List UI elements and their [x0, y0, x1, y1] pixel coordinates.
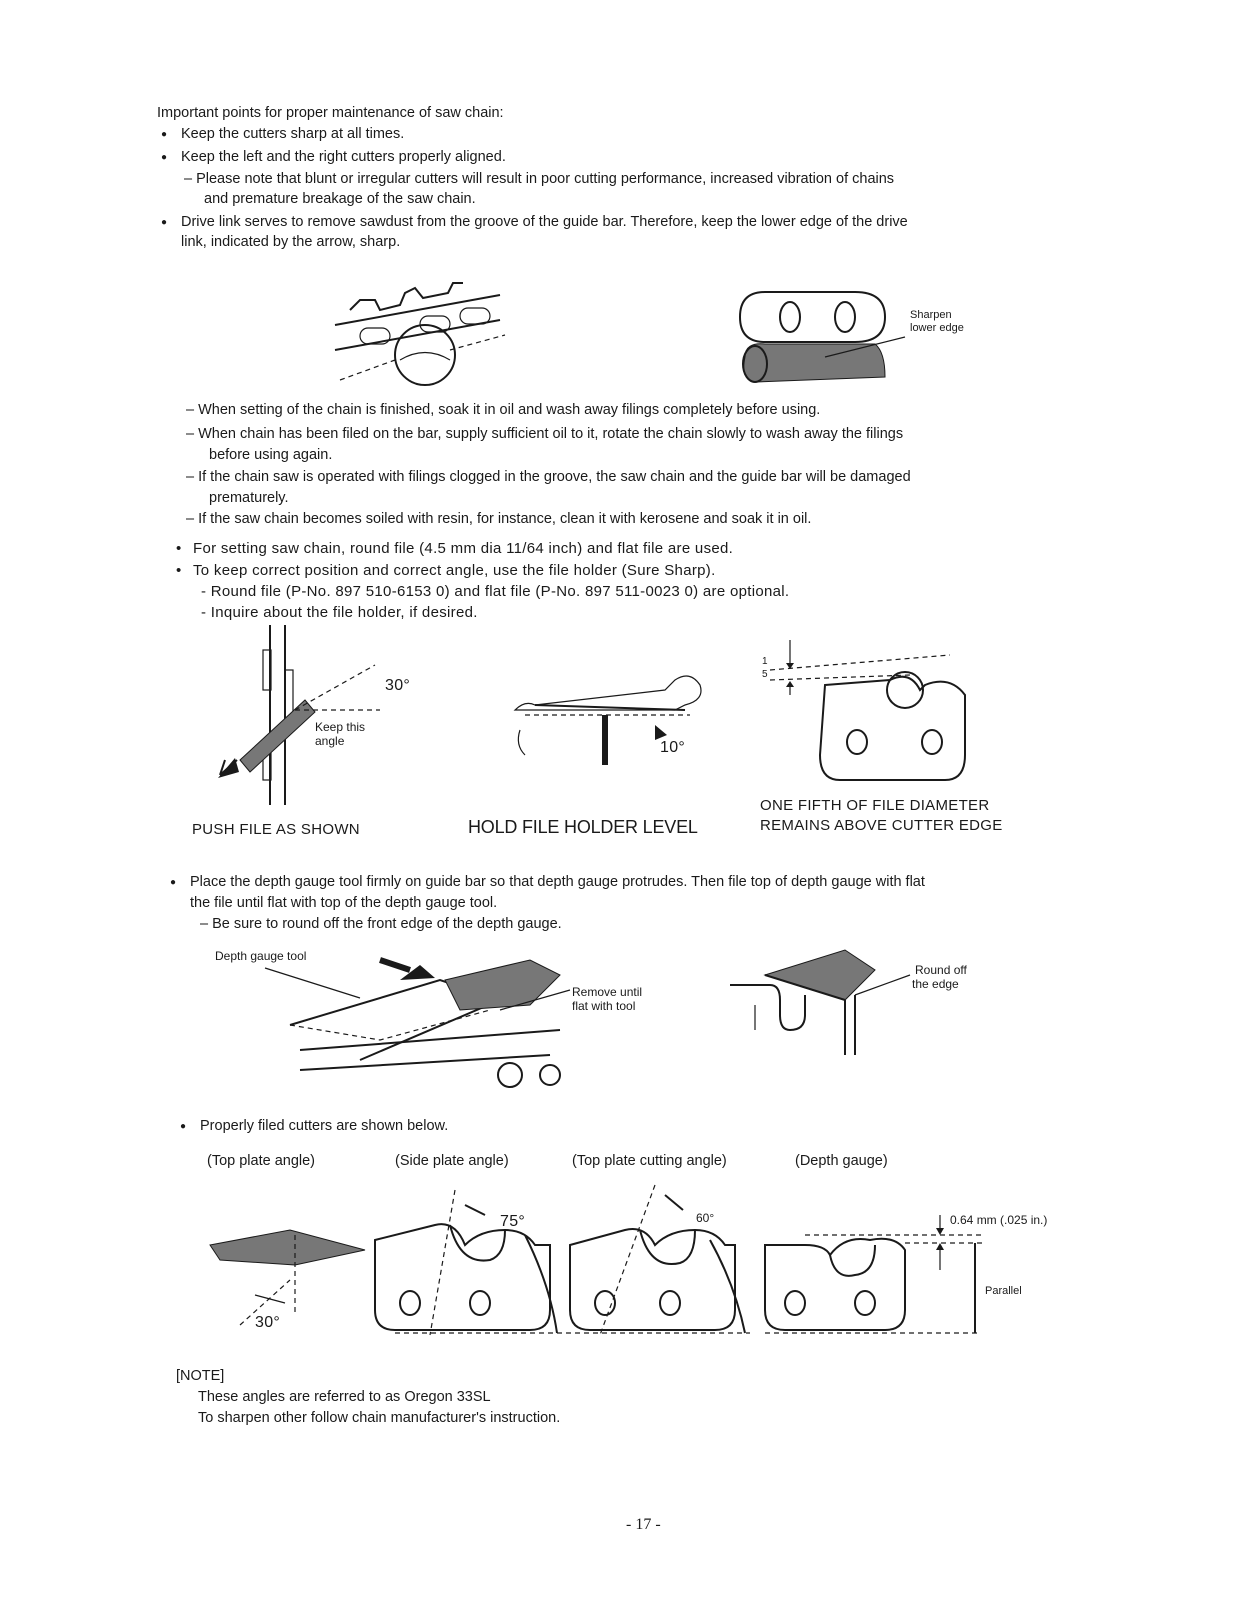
note-manufacturer: To sharpen other follow chain manufacturer's instruction.	[198, 1410, 561, 1426]
depth-gauge-heading: (Depth gauge)	[795, 1153, 888, 1169]
one-fifth-caption: ONE FIFTH OF FILE DIAMETER	[760, 797, 990, 814]
angle-10-label: 10°	[660, 739, 686, 756]
dash-item-resin: – If the saw chain becomes soiled with resin, for instance, clean it with kerosene and soak it in oil.	[186, 511, 812, 527]
file-holder-inquiry: - Inquire about the file holder, if desired.	[201, 604, 478, 621]
flat-with-tool-label: flat with tool	[572, 999, 636, 1013]
dash-item-clogged: – If the chain saw is operated with filings clogged in the groove, the saw chain and the guide bar will be damaged	[186, 469, 911, 485]
lower-edge-label: lower edge	[910, 322, 964, 334]
fraction-denominator: 5	[762, 669, 768, 680]
depth-value-label: 0.64 mm (.025 in.)	[950, 1213, 1048, 1227]
remove-until-label: Remove until	[572, 985, 643, 999]
bullet-sharp: ● Keep the cutters sharp at all times.	[181, 125, 404, 144]
file-bullet-2: • To keep correct position and correct angle, use the file holder (Sure Sharp).	[193, 561, 716, 580]
depth-gauge-cont: the file until flat with top of the depth gauge tool.	[190, 895, 498, 911]
angle-75-label: 75°	[500, 1213, 526, 1230]
remains-caption: REMAINS ABOVE CUTTER EDGE	[760, 817, 1003, 834]
drive-link-cont: link, indicated by the arrow, sharp.	[181, 234, 401, 250]
parallel-label: Parallel	[985, 1285, 1022, 1297]
push-file-caption: PUSH FILE AS SHOWN	[192, 821, 360, 838]
the-edge-label: the edge	[912, 977, 959, 991]
side-plate-angle-heading: (Side plate angle)	[395, 1153, 509, 1169]
angle-label: angle	[315, 734, 345, 748]
top-plate-cutting-heading: (Top plate cutting angle)	[572, 1153, 727, 1169]
top-plate-angle-heading: (Top plate angle)	[207, 1153, 316, 1169]
push-file-figure	[215, 620, 395, 810]
bullet-aligned: ● Keep the left and the right cutters properly aligned.	[181, 148, 506, 167]
note-blunt: – Please note that blunt or irregular cutters will result in poor cutting performance, increased vibration of chains	[184, 171, 895, 187]
angle-60-label: 60°	[696, 1211, 715, 1225]
round-off-instruction: – Be sure to round off the front edge of the depth gauge.	[200, 916, 562, 932]
angle-30-cutter-label: 30°	[255, 1314, 281, 1331]
depth-gauge-tool-label: Depth gauge tool	[215, 949, 307, 963]
chain-on-bar-figure	[330, 280, 510, 390]
depth-gauge-bullet: ● Place the depth gauge tool firmly on guide bar so that depth gauge protrudes. Then file top of depth gauge with flat	[190, 873, 925, 892]
dash-item-filed: – When chain has been filed on the bar, supply sufficient oil to it, rotate the chain slowly to wash away the filings	[186, 426, 904, 442]
keep-this-label: Keep this	[315, 720, 366, 734]
one-fifth-figure	[760, 635, 975, 785]
round-off-label: Round off	[915, 963, 967, 977]
intro-heading: Important points for proper maintenance of saw chain:	[157, 105, 504, 121]
file-bullet-1: • For setting saw chain, round file (4.5 mm dia 11/64 inch) and flat file are used.	[193, 539, 733, 558]
bullet-drive-link: ● Drive link serves to remove sawdust from the groove of the guide bar. Therefore, keep the lower edge of the drive	[181, 213, 908, 232]
hold-level-caption: HOLD FILE HOLDER LEVEL	[468, 817, 698, 837]
filed-cutters-figure	[205, 1185, 1005, 1345]
angle-30-label: 30°	[385, 677, 411, 694]
drive-link-figure	[735, 282, 895, 392]
properly-filed-bullet: ● Properly filed cutters are shown below.	[200, 1117, 448, 1136]
depth-gauge-tool-figure	[230, 950, 570, 1090]
dash-item-filed-cont: before using again.	[209, 447, 333, 463]
dash-item-clogged-cont: prematurely.	[209, 490, 289, 506]
note-title: [NOTE]	[176, 1368, 225, 1384]
note-oregon: These angles are referred to as Oregon 33SL	[198, 1389, 491, 1405]
note-blunt-cont: and premature breakage of the saw chain.	[204, 191, 476, 207]
sharpen-label: Sharpen	[910, 309, 952, 321]
fraction-numerator: 1	[762, 656, 768, 667]
dash-item-oil: – When setting of the chain is finished, soak it in oil and wash away filings completely before using.	[186, 402, 821, 418]
page-number: - 17 -	[626, 1516, 661, 1533]
round-off-edge-figure	[725, 945, 915, 1065]
file-part-numbers: - Round file (P-No. 897 510-6153 0) and flat file (P-No. 897 511-0023 0) are optional.	[201, 583, 790, 600]
